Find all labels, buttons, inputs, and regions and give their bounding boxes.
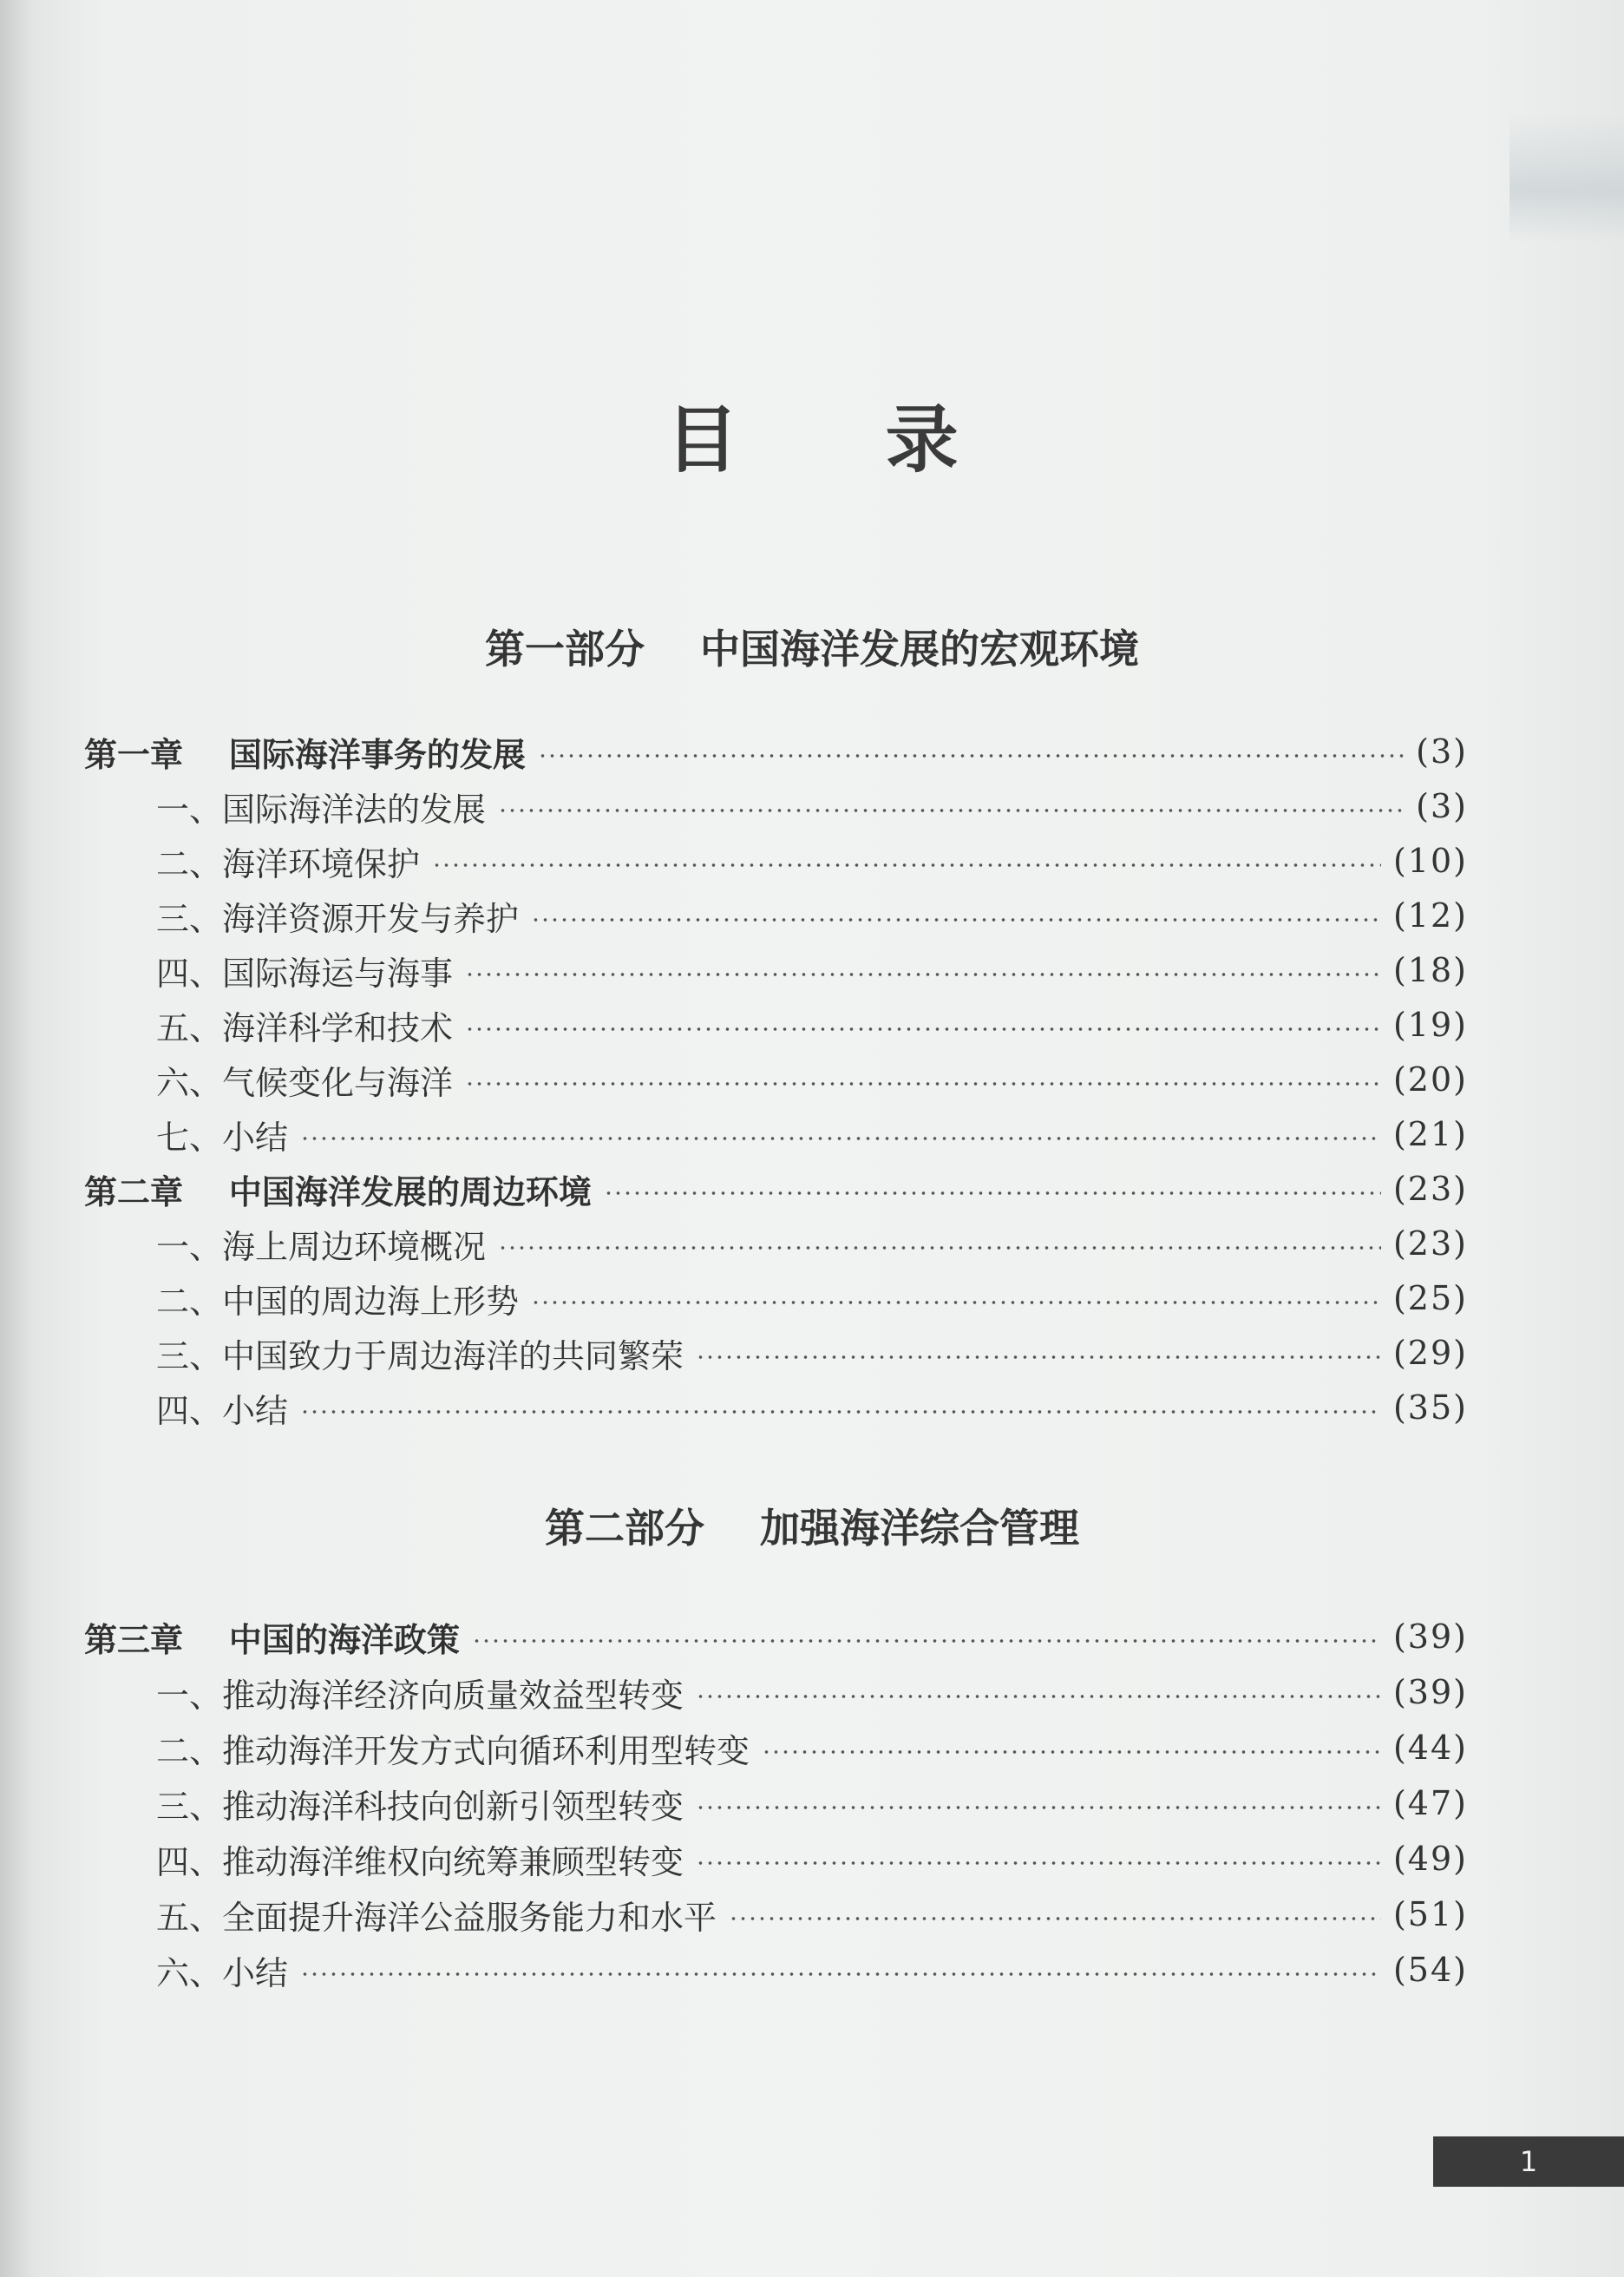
toc-section[interactable] xyxy=(156,1777,1468,1829)
toc-section[interactable] xyxy=(156,1053,1468,1106)
toc-section[interactable] xyxy=(156,1108,1468,1160)
dot-leader xyxy=(696,1861,1381,1865)
toc-section-label: 二、海洋环境保护 xyxy=(156,844,421,883)
dot-leader xyxy=(300,1410,1381,1414)
dot-leader xyxy=(538,754,1404,758)
toc-section-label: 五、全面提升海洋公益服务能力和水平 xyxy=(156,1898,717,1937)
dot-leader xyxy=(531,1301,1381,1304)
toc-page-number: (47) xyxy=(1392,1784,1468,1822)
dot-leader xyxy=(300,1137,1381,1140)
toc-page-number: (21) xyxy=(1392,1115,1468,1153)
toc-section-label: 五、海洋科学和技术 xyxy=(156,1008,454,1047)
toc-section[interactable] xyxy=(156,889,1468,942)
toc-chapter[interactable] xyxy=(84,1611,1468,1663)
toc-page-number: (10) xyxy=(1392,842,1468,880)
toc-page-number: (19) xyxy=(1392,1006,1468,1044)
toc-chapter-label: 第三章 中国的海洋政策 xyxy=(84,1620,460,1659)
toc-section-label: 二、中国的周边海上形势 xyxy=(156,1282,520,1321)
toc-section-label: 四、推动海洋维权向统筹兼顾型转变 xyxy=(156,1842,684,1881)
toc-page-number: (20) xyxy=(1392,1060,1468,1099)
toc-page-number: (39) xyxy=(1392,1618,1468,1656)
dot-leader xyxy=(604,1191,1381,1195)
dot-leader xyxy=(465,1027,1381,1031)
dot-leader xyxy=(696,1695,1381,1698)
dot-leader xyxy=(432,863,1381,867)
toc-section[interactable] xyxy=(156,1217,1468,1270)
page-title: 目 录 xyxy=(665,397,1019,482)
toc-section[interactable] xyxy=(156,1722,1468,1774)
dot-leader xyxy=(498,1246,1381,1250)
dot-leader xyxy=(472,1639,1381,1643)
toc-page-number: (54) xyxy=(1392,1951,1468,1989)
toc-section-label: 三、推动海洋科技向创新引领型转变 xyxy=(156,1787,684,1826)
toc-section-label: 一、海上周边环境概况 xyxy=(156,1227,487,1266)
toc-page-number: (51) xyxy=(1392,1895,1468,1933)
toc-chapter[interactable] xyxy=(84,1163,1468,1215)
toc-section[interactable] xyxy=(156,999,1468,1051)
dot-leader xyxy=(465,1082,1381,1086)
toc-section[interactable] xyxy=(156,1327,1468,1379)
toc-page-number: (44) xyxy=(1392,1729,1468,1767)
toc-page-number: (23) xyxy=(1392,1224,1468,1263)
toc-page-number: (18) xyxy=(1392,951,1468,989)
toc-section-label: 四、国际海运与海事 xyxy=(156,954,454,993)
toc-chapter[interactable] xyxy=(84,725,1468,778)
toc-page-number: (39) xyxy=(1392,1673,1468,1711)
toc-chapter-label: 第二章 中国海洋发展的周边环境 xyxy=(84,1172,592,1211)
toc-section-label: 六、气候变化与海洋 xyxy=(156,1063,454,1102)
part-heading: 第一部分 中国海洋发展的宏观环境 xyxy=(484,626,1140,673)
toc-section[interactable] xyxy=(156,944,1468,996)
toc-section-label: 一、推动海洋经济向质量效益型转变 xyxy=(156,1676,684,1715)
toc-section[interactable] xyxy=(156,1944,1468,1996)
toc-section-label: 六、小结 xyxy=(156,1953,289,1992)
toc-page-number: (3) xyxy=(1416,787,1468,825)
toc-page-number: (29) xyxy=(1392,1334,1468,1372)
dot-leader xyxy=(696,1806,1381,1809)
dot-leader xyxy=(465,973,1381,976)
dot-leader xyxy=(300,1972,1381,1976)
page-number: 1 xyxy=(1519,2145,1538,2178)
toc-section[interactable] xyxy=(156,1666,1468,1718)
toc-page-number: (35) xyxy=(1392,1388,1468,1427)
toc-page-number: (49) xyxy=(1392,1840,1468,1878)
toc-section[interactable] xyxy=(156,1888,1468,1940)
toc-page-number: (12) xyxy=(1392,896,1468,935)
dot-leader xyxy=(729,1917,1381,1920)
toc-page-number: (25) xyxy=(1392,1279,1468,1317)
page-number-tab xyxy=(1433,2136,1624,2187)
toc-section-label: 三、中国致力于周边海洋的共同繁荣 xyxy=(156,1336,684,1375)
toc-chapter-label: 第一章 国际海洋事务的发展 xyxy=(84,735,526,774)
toc-page-number: (3) xyxy=(1416,732,1468,771)
toc-page-number: (23) xyxy=(1392,1170,1468,1208)
dot-leader xyxy=(762,1750,1381,1754)
toc-section[interactable] xyxy=(156,1833,1468,1885)
page-edge-shadow xyxy=(1509,113,1624,243)
toc-section[interactable] xyxy=(156,1381,1468,1434)
toc-section-label: 一、国际海洋法的发展 xyxy=(156,790,487,829)
toc-section-label: 七、小结 xyxy=(156,1118,289,1157)
toc-section-label: 四、小结 xyxy=(156,1391,289,1430)
toc-section-label: 二、推动海洋开发方式向循环利用型转变 xyxy=(156,1731,750,1770)
toc-section-label: 三、海洋资源开发与养护 xyxy=(156,899,520,938)
part-heading: 第二部分 加强海洋综合管理 xyxy=(544,1505,1080,1552)
toc-section[interactable] xyxy=(156,780,1468,832)
toc-section[interactable] xyxy=(156,1272,1468,1324)
toc-section[interactable] xyxy=(156,835,1468,887)
dot-leader xyxy=(498,809,1404,812)
dot-leader xyxy=(696,1355,1381,1359)
dot-leader xyxy=(531,918,1381,922)
